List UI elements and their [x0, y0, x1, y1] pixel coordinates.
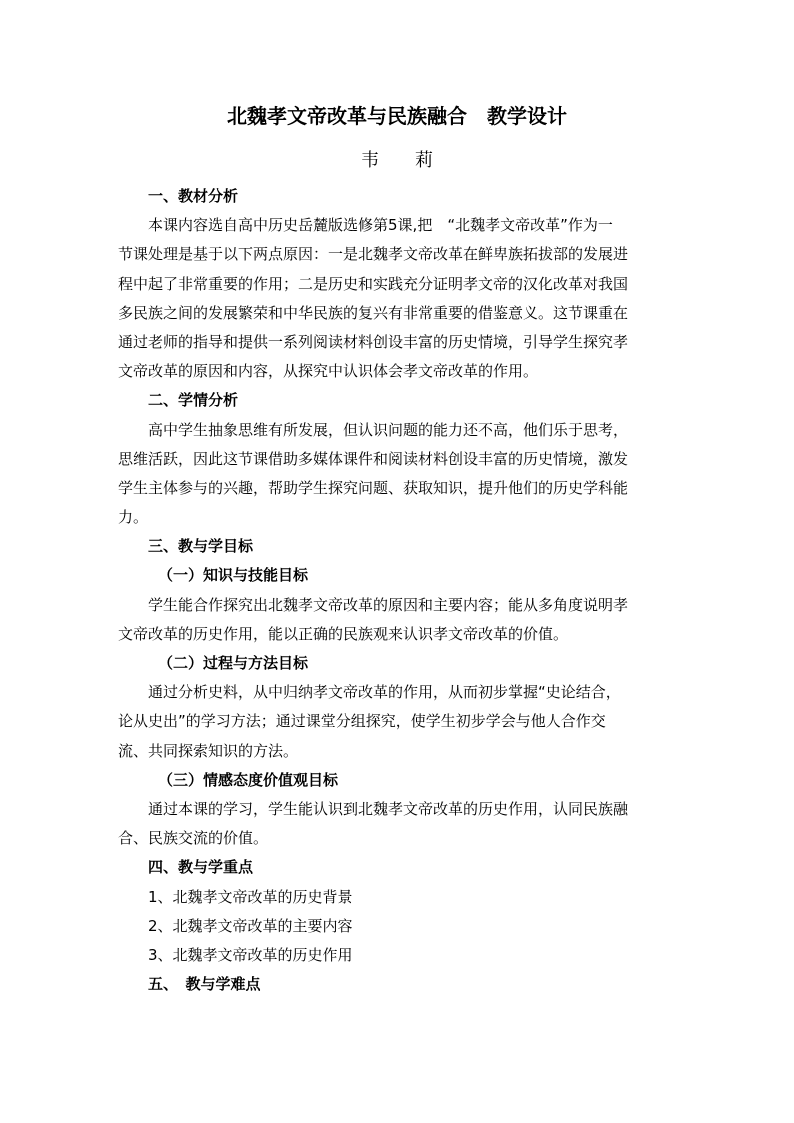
- paragraph-line: 节课处理是基于以下两点原因：一是北魏孝文帝改革在鲜卑族拓拔部的发展进: [118, 245, 629, 264]
- paragraph-line: 流、共同探索知识的方法。: [118, 741, 299, 760]
- document-author: 韦 莉: [361, 150, 433, 171]
- paragraph-line: 思维活跃，因此这节课借助多媒体课件和阅读材料创设丰富的历史情境，激发: [118, 449, 629, 468]
- subsection-heading-knowledge: （一）知识与技能目标: [158, 566, 309, 585]
- paragraph-line: 通过分析史料，从中归纳孝文帝改革的作用，从而初步掌握“史论结合，: [148, 683, 621, 702]
- paragraph-line: 本课内容选自高中历史岳麓版选修第5课,把 “北魏孝文帝改革”作为一: [148, 216, 613, 235]
- paragraph-line: 文帝改革的历史作用，能以正确的民族观来认识孝文帝改革的价值。: [118, 624, 569, 643]
- paragraph-line: 程中起了非常重要的作用；二是历史和实践充分证明孝文帝的汉化改革对我国: [118, 274, 629, 293]
- paragraph-line: 高中学生抽象思维有所发展，但认识问题的能力还不高，他们乐于思考，: [148, 420, 629, 439]
- subsection-heading-values: （三）情感态度价值观目标: [158, 770, 339, 789]
- paragraph-line: 力。: [118, 508, 149, 527]
- section-heading-student-analysis: 二、学情分析: [148, 391, 239, 410]
- section-heading-textbook-analysis: 一、教材分析: [148, 187, 239, 205]
- section-heading-objectives: 三、教与学目标: [148, 537, 254, 556]
- paragraph-line: 通过老师的指导和提供一系列阅读材料创设丰富的历史情境，引导学生探究孝: [118, 332, 629, 351]
- paragraph-line: 论从史出”的学习方法；通过课堂分组探究，使学生初步学会与他人合作交: [118, 712, 606, 731]
- list-item: 3、北魏孝文帝改革的历史作用: [148, 945, 353, 964]
- paragraph-line: 学生能合作探究出北魏孝文帝改革的原因和主要内容；能从多角度说明孝: [148, 595, 629, 614]
- paragraph-line: 多民族之间的发展繁荣和中华民族的复兴有非常重要的借鉴意义。这节课重在: [118, 303, 629, 322]
- paragraph-line: 学生主体参与的兴趣，帮助学生探究问题、获取知识，提升他们的历史学科能: [118, 478, 629, 497]
- paragraph-line: 通过本课的学习，学生能认识到北魏孝文帝改革的历史作用，认同民族融: [148, 799, 629, 818]
- document-body: [118, 182, 678, 999]
- list-item: 2、北魏孝文帝改革的主要内容: [148, 916, 353, 935]
- list-item: 1、北魏孝文帝改革的历史背景: [148, 887, 353, 906]
- paragraph-line: 文帝改革的原因和内容，从探究中认识体会孝文帝改革的作用。: [118, 362, 539, 381]
- document-title: 北魏孝文帝改革与民族融合 教学设计: [227, 104, 567, 128]
- subsection-heading-process: （二）过程与方法目标: [158, 654, 309, 672]
- paragraph-line: 合、民族交流的价值。: [118, 829, 269, 848]
- section-heading-key-points: 四、教与学重点: [148, 858, 254, 877]
- section-heading-difficulties: 五、 教与学难点: [148, 975, 261, 994]
